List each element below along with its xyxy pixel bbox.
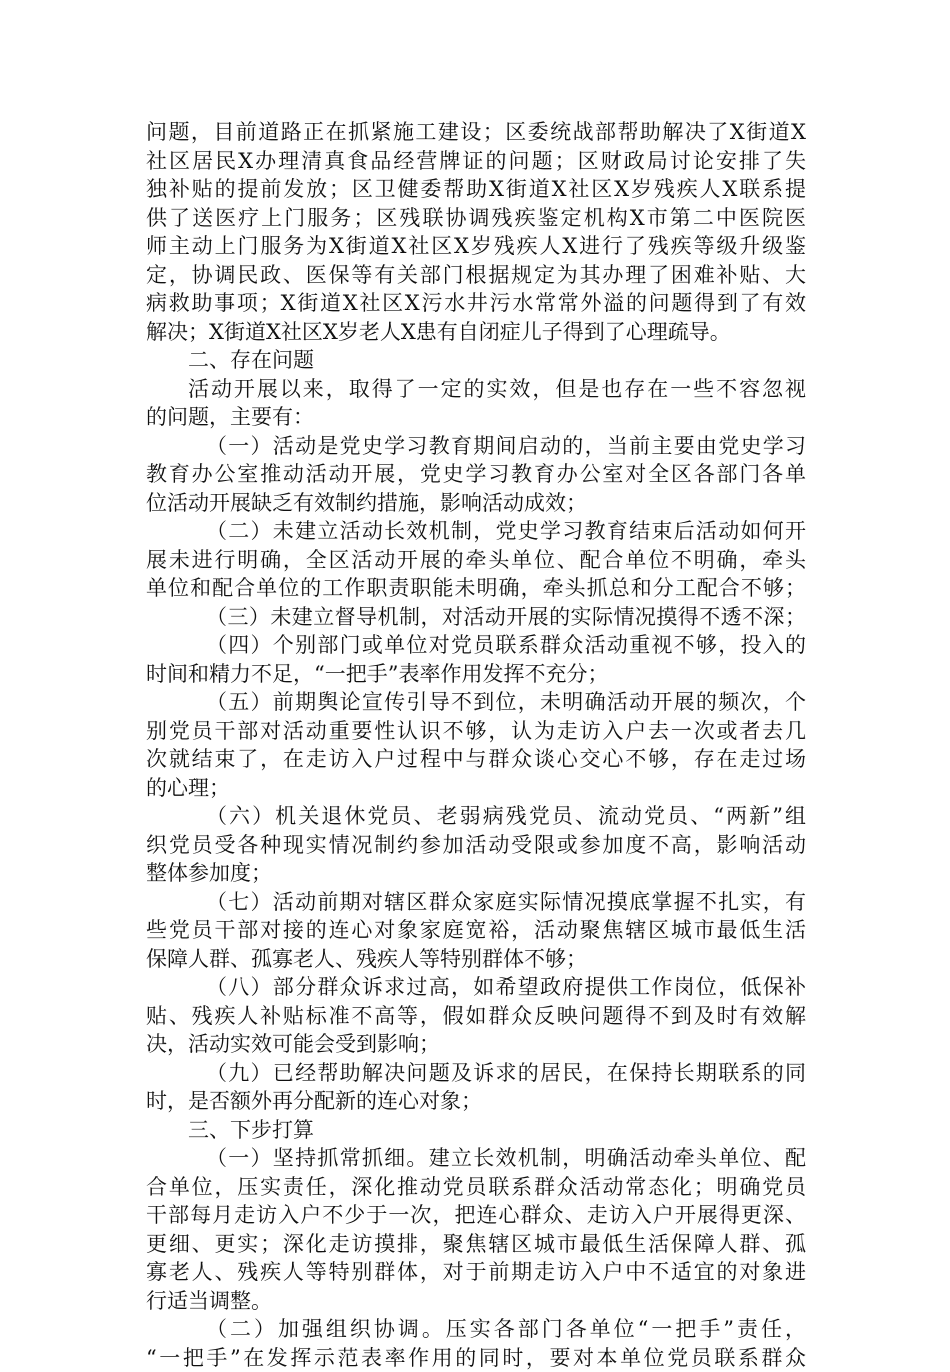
text-line: 贴、残疾人补贴标准不高等，假如群众反映问题得不到及时有效解	[146, 1002, 806, 1031]
text-line: 二、存在问题	[146, 346, 806, 375]
text-line: （四）个别部门或单位对党员联系群众活动重视不够，投入的	[146, 631, 806, 660]
text-line: 三、下步打算	[146, 1116, 806, 1145]
text-line: 病救助事项；X街道X社区X污水井污水常常外溢的问题得到了有效	[146, 289, 806, 318]
text-line: 解决；X街道X社区X岁老人X患有自闭症儿子得到了心理疏导。	[146, 318, 806, 347]
text-line: 整体参加度；	[146, 859, 806, 888]
text-line: 织党员受各种现实情况制约参加活动受限或参加度不高，影响活动	[146, 831, 806, 860]
text-line: 干部每月走访入户不少于一次，把连心群众、走访入户开展得更深、	[146, 1201, 806, 1230]
text-line: （八）部分群众诉求过高，如希望政府提供工作岗位，低保补	[146, 973, 806, 1002]
text-line: （七）活动前期对辖区群众家庭实际情况摸底掌握不扎实，有	[146, 888, 806, 917]
text-line: 合单位，压实责任，深化推动党员联系群众活动常态化；明确党员	[146, 1173, 806, 1202]
text-line: 问题，目前道路正在抓紧施工建设；区委统战部帮助解决了X街道X	[146, 118, 806, 147]
text-line: （九）已经帮助解决问题及诉求的居民，在保持长期联系的同	[146, 1059, 806, 1088]
text-line: 决，活动实效可能会受到影响；	[146, 1030, 806, 1059]
text-line: 次就结束了，在走访入户过程中与群众谈心交心不够，存在走过场	[146, 745, 806, 774]
text-line: 供了送医疗上门服务；区残联协调残疾鉴定机构X市第二中医院医	[146, 204, 806, 233]
text-line: 位活动开展缺乏有效制约措施，影响活动成效；	[146, 489, 806, 518]
text-line: 师主动上门服务为X街道X社区X岁残疾人X进行了残疾等级升级鉴	[146, 232, 806, 261]
text-line: （二）未建立活动长效机制，党史学习教育结束后活动如何开	[146, 517, 806, 546]
text-line: 独补贴的提前发放；区卫健委帮助X街道X社区X岁残疾人X联系提	[146, 175, 806, 204]
text-line: 保障人群、孤寡老人、残疾人等特别群体不够；	[146, 945, 806, 974]
document-body	[146, 118, 806, 1372]
text-line: 活动开展以来，取得了一定的实效，但是也存在一些不容忽视	[146, 375, 806, 404]
text-line: “一把手”在发挥示范表率作用的同时，要对本单位党员联系群众	[146, 1344, 806, 1372]
text-line: 时间和精力不足，“一把手”表率作用发挥不充分；	[146, 660, 806, 689]
text-line: （一）活动是党史学习教育期间启动的，当前主要由党史学习	[146, 432, 806, 461]
text-line: 定，协调民政、医保等有关部门根据规定为其办理了困难补贴、大	[146, 261, 806, 290]
text-line: 更细、更实；深化走访摸排，聚焦辖区城市最低生活保障人群、孤	[146, 1230, 806, 1259]
text-line: 别党员干部对活动重要性认识不够，认为走访入户去一次或者去几	[146, 717, 806, 746]
text-line: 教育办公室推动活动开展，党史学习教育办公室对全区各部门各单	[146, 460, 806, 489]
text-line: 时，是否额外再分配新的连心对象；	[146, 1087, 806, 1116]
text-line: 单位和配合单位的工作职责职能未明确，牵头抓总和分工配合不够；	[146, 574, 806, 603]
text-line: 行适当调整。	[146, 1287, 806, 1316]
text-line: （三）未建立督导机制，对活动开展的实际情况摸得不透不深；	[146, 603, 806, 632]
text-line: 展未进行明确，全区活动开展的牵头单位、配合单位不明确，牵头	[146, 546, 806, 575]
text-line: （一）坚持抓常抓细。建立长效机制，明确活动牵头单位、配	[146, 1144, 806, 1173]
text-line: 的问题，主要有：	[146, 403, 806, 432]
text-line: （二）加强组织协调。压实各部门各单位“一把手”责任，	[146, 1315, 806, 1344]
text-line: 的心理；	[146, 774, 806, 803]
text-line: （五）前期舆论宣传引导不到位，未明确活动开展的频次，个	[146, 688, 806, 717]
text-line: （六）机关退休党员、老弱病残党员、流动党员、“两新”组	[146, 802, 806, 831]
text-line: 些党员干部对接的连心对象家庭宽裕，活动聚焦辖区城市最低生活	[146, 916, 806, 945]
text-line: 社区居民X办理清真食品经营牌证的问题；区财政局讨论安排了失	[146, 147, 806, 176]
text-line: 寡老人、残疾人等特别群体，对于前期走访入户中不适宜的对象进	[146, 1258, 806, 1287]
